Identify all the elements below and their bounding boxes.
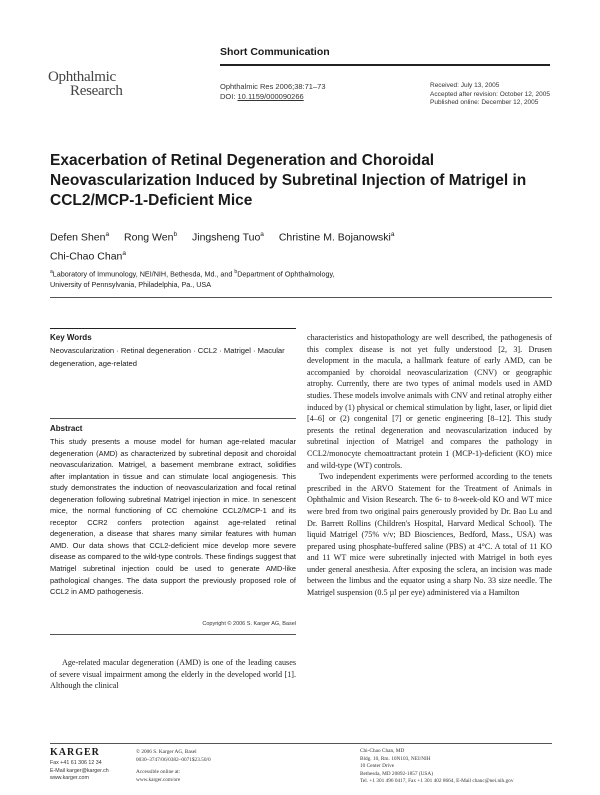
doi-link[interactable]: 10.1159/000090266 (237, 92, 304, 101)
keywords-text: Neovascularization · Retinal degeneration · CCL2 · Matrigel · Macular degeneration, age-related (50, 346, 285, 368)
correspondence-block: Chi-Chao Chan, MD Bldg. 10, Rm. 10N103, NEI/NIH 10 Center Drive Bethesda, MD 20892-1857 (USA) Tel. +1 301 496 0417, Fax +1 301 402 8664, E-Mail chanc@nei.nih.gov (360, 748, 514, 784)
karger-logo: KARGER (50, 747, 100, 758)
abstract-top-rule (50, 418, 296, 419)
author: Defen Shen$^a$ (50, 231, 110, 244)
journal-url[interactable]: www.karger.com/ore (136, 776, 181, 783)
keywords-top-rule (50, 328, 296, 329)
author: Christine M. Bojanowski$^a$ (278, 231, 395, 244)
author: Jingsheng Tuo$^a$ (191, 231, 264, 244)
received-date: Received: July 13, 2005 (430, 82, 500, 89)
published-date: Published online: December 12, 2005 (430, 99, 539, 106)
journal-logo-line2: Research (70, 83, 123, 99)
header-rule (220, 64, 550, 66)
abstract-text: This study presents a mouse model for human age-related macular degeneration (AMD) as characterized by subretinal deposit and choroidal neovascularization. Matrigel, a basement membrane extract, solidifies after implantation in tissue and can stimulate local angiogenesis. This study demonstrates the induction of neovascularization and focal retinal degeneration following subretinal Matrigel injection in mice. In senescent mice, the normal functioning of CC chemokine CCL2/MCP-1 and its receptor CCR2 confers protection against age-related retinal degeneration, a disease that shares many similar features with human AMD. Our data shows that CCL2-deficient mice develop more severe disease as compared to the wild-type controls. These findings suggest that Matrigel subretinal injection could be used to generate AMD-like pathological changes. The data support the previously proposed role of CCL2 in AMD pathogenesis. (50, 437, 296, 597)
accepted-date: Accepted after revision: October 12, 2005 (430, 90, 550, 98)
author: Chi-Chao Chan$^a$ (50, 249, 126, 262)
abstract-bottom-rule (50, 634, 296, 635)
body-right-column (307, 332, 552, 599)
author-list (50, 227, 530, 264)
keywords-heading: Key Words (50, 333, 92, 342)
journal-logo-line1: Ophthalmic (48, 69, 116, 85)
doi-label: DOI: (220, 92, 238, 101)
abstract-copyright: Copyright © 2006 S. Karger AG, Basel (202, 621, 296, 627)
correspondence-contact[interactable]: Tel. +1 301 496 0417, Fax +1 301 402 8664, E-Mail chanc@nei.nih.gov (360, 778, 514, 784)
footer-rule (50, 743, 552, 744)
journal-logo (48, 70, 143, 98)
author: Rong Wen$^b$ (124, 231, 178, 244)
abstract-section (50, 424, 296, 598)
footer-copyright: © 2006 S. Karger AG, Basel 0030–3747/06/0382–0071$23.50/0 Accessible online at: www.karger.com/ore (136, 749, 211, 783)
keywords-section (50, 333, 296, 370)
body-paragraph: Two independent experiments were performed according to the tenets prescribed in the ARVO Statement for the Treatment of Animals in Ophthalmic and Vision Research. The 6- to 8-week-old KO and WT mice were bred from two original pairs generously provided by Dr. Bao Lu and Dr. Barrett Rollins (Children's Hospital, Harvard Medical School). The liquid Matrigel (75% v/v; BD Biosciences, Bedford, Mass., USA) was prepared using phosphate-buffered saline (PBS) at 4°C. A total of 11 KO and 11 WT mice were subretinally injected with Matrigel in both eyes under general anesthesia. After exposing the sclera, an incision was made between the limbus and the equator using a sharp No. 33 size needle. The Matrigel suspension (0.5 µl per eye) administered via a Hamilton (307, 472, 552, 598)
doi-line (220, 92, 326, 102)
affiliations: $^a$Laboratory of Immunology, NEI/NIH, Bethesda, Md., and $^b$Department of Ophthalmology, University of Pennsylvania, Philadelphia, Pa., USA (50, 269, 335, 289)
affiliations-rule (50, 297, 552, 298)
dates-block (430, 82, 550, 108)
article-title: Exacerbation of Retinal Degeneration and Choroidal Neovascularization Induced by Subretinal Injection of Matrigel in CCL2/MCP-1-Deficient Mice (50, 152, 527, 209)
intro-paragraph: Age-related macular degeneration (AMD) is one of the leading causes of severe visual impairment among the elderly in the developed world [1]. Although the clinical (50, 658, 296, 691)
citation-block (220, 82, 326, 102)
body-paragraph: characteristics and histopathology are well described, the pathogenesis of this complex disease is not yet fully understood [2, 3]. Drusen development in the macula, a hallmark feature of early AMD, can be accompanied by choroidal neovascularization (CNV) or geographic atrophy. Currently, there are two types of animal models used in AMD studies. These models involve animals with CNV and retinal atrophy either induced by (1) physical or chemical stimulation by light, laser, or lipid diet [4–6] or (2) congenital [7] or genetic engineering [8–12]. This study presents the retinal degeneration and neovascularization induced by subretinal injection of Matrigel and compares the pathology in CCL2/monocyte chemoattractant protein 1 (MCP-1)-deficient (KO) mice and wild-type (WT) controls. (307, 333, 552, 470)
citation-text: Ophthalmic Res 2006;38:71–73 (220, 82, 326, 91)
publisher-contact: Fax +41 61 306 12 34 E-Mail karger@karger.ch www.karger.com (50, 760, 109, 781)
abstract-heading: Abstract (50, 424, 83, 433)
publisher-block (50, 747, 109, 783)
section-label: Short Communication (220, 46, 330, 58)
